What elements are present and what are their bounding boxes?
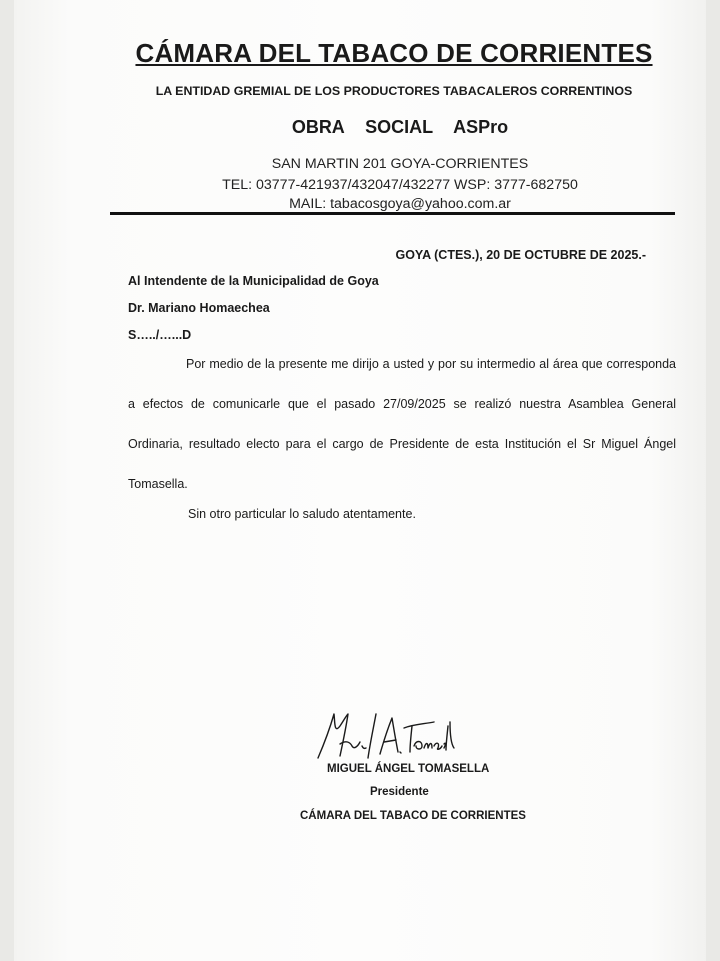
recipient-line-3: S…../…...D bbox=[128, 328, 192, 342]
letterhead-subtitle: LA ENTIDAD GREMIAL DE LOS PRODUCTORES TABACALEROS CORRENTINOS bbox=[155, 84, 633, 98]
signatory-organization: CÁMARA DEL TABACO DE CORRIENTES bbox=[300, 810, 526, 822]
letterhead-divider bbox=[110, 212, 675, 215]
letter-page bbox=[14, 0, 706, 961]
recipient-line-1: Al Intendente de la Municipalidad de Goya bbox=[128, 274, 379, 288]
obra-social-heading: OBRA SOCIAL ASPro bbox=[291, 117, 509, 137]
letter-closing: Sin otro particular lo saludo atentamente. bbox=[188, 507, 416, 521]
letterhead-address: SAN MARTIN 201 GOYA-CORRIENTES bbox=[271, 156, 529, 172]
signatory-name: MIGUEL ÁNGEL TOMASELLA bbox=[327, 763, 490, 775]
letterhead-phones: TEL: 03777-421937/432047/432277 WSP: 3777-682750 bbox=[222, 177, 578, 193]
recipient-line-2: Dr. Mariano Homaechea bbox=[128, 301, 270, 315]
signatory-role: Presidente bbox=[370, 786, 429, 798]
letter-date: GOYA (CTES.), 20 DE OCTUBRE DE 2025.- bbox=[395, 248, 646, 262]
letterhead-mail: MAIL: tabacosgoya@yahoo.com.ar bbox=[289, 196, 511, 212]
letter-body: Por medio de la presente me dirijo a usted y por su intermedio al área que corresponda a efectos de comunicarle que el pasado 27/09/2025 se realizó nuestra Asamblea General Ordinaria, resultado electo para el cargo de Presidente de esta Institución el Sr Miguel Ángel Tomasella. bbox=[128, 357, 676, 491]
letterhead-title: CÁMARA DEL TABACO DE CORRIENTES bbox=[135, 38, 653, 68]
